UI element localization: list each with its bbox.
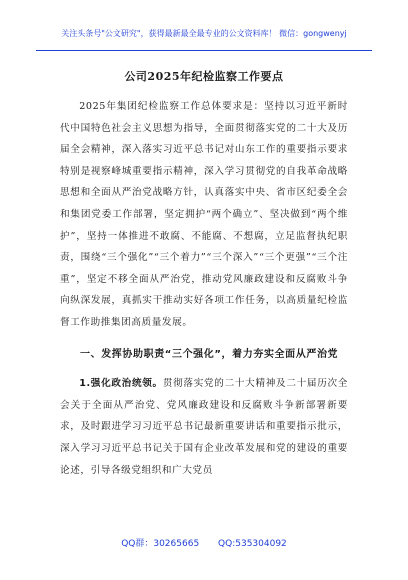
- item-text: 贯彻落实党的二十大精神及二十届历次全会关于全面从严治党、党风廉政建设和反腐败斗争新部署新要求，及时跟进学习习近平总书记最新重要讲话和重要指示批示，深入学习习近平总书记关于国有企业改革发展和党的建设的重要论述，引导各级党组织和广大党员: [60, 378, 348, 476]
- intro-paragraph: 2025年集团纪检监察工作总体要求是：坚持以习近平新时代中国特色社会主义思想为指导，全面贯彻落实党的二十大及历届全会精神，深入落实习近平总书记对山东工作的重要指示要求特别是视察峰城重要指示精神，深入学习贯彻党的自我革命战略思想和全面从严治党战略方针，认真落实中央、省市区纪委全会和集团党委工作部署，坚定拥护“两个确立”、坚决做到“两个维护”，坚持一体推进不敢腐、不能腐、不想腐，立足监督执纪职责，围绕“三个强化”“三个着力”“三个深入”“三个更强”“三个注重”，坚定不移全面从严治党，推动党风廉政建设和反腐败斗争向纵深发展，真抓实干推动实好各项工作任务，以高质量纪检监督工作助推集团高质量发展。: [60, 101, 348, 328]
- header-divider: [36, 50, 372, 51]
- header-banner: 关注头条号"公文研究"，获得最新最全最专业的公文资料库！ 微信：gongwenyj: [61, 29, 347, 38]
- document-body: [60, 68, 348, 481]
- item-paragraph: [60, 373, 348, 481]
- footer-qq-group: QQ群：30265665: [121, 539, 200, 549]
- item-lead: 1.强化政治统领。: [79, 378, 163, 390]
- document-title: 公司2025年纪检监察工作要点: [124, 70, 284, 83]
- footer-qq: QQ:535304092: [218, 539, 287, 549]
- section-heading: 一、发挥协助职责“三个强化”，着力夯实全面从严治党: [80, 348, 339, 360]
- footer-contact: [0, 536, 408, 549]
